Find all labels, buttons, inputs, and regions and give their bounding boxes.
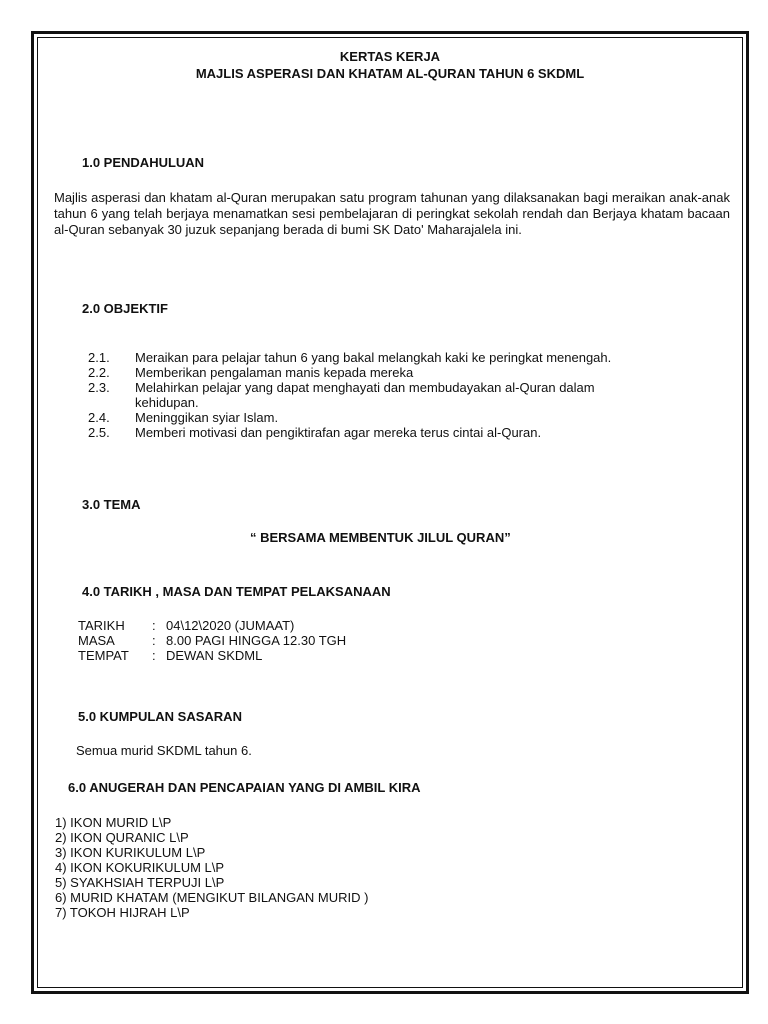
list-item-number: 2.2.	[88, 365, 110, 380]
event-details	[78, 618, 346, 663]
detail-separator: :	[152, 633, 156, 648]
pendahuluan-paragraph: Majlis asperasi dan khatam al-Quran merupakan satu program tahunan yang dilaksanakan bagi meraikan anak-anak tahun 6 yang telah berjaya menamatkan sesi pembelajaran di peringkat sekolah rendah dan Berjaya khatam bacaan al-Quran sebanyak 30 juzuk sepanjang berada di bumi SK Dato' Maharajalela ini.	[54, 190, 730, 237]
detail-row-tempat	[78, 648, 346, 663]
list-item: 1) IKON MURID L\P	[55, 815, 172, 830]
list-item-text: Memberikan pengalaman manis kepada mereka	[135, 365, 414, 380]
section-heading-kumpulan-sasaran: 5.0 KUMPULAN SASARAN	[78, 709, 242, 724]
list-item: 4) IKON KOKURIKULUM L\P	[55, 860, 225, 875]
award-list	[55, 815, 368, 920]
detail-value: DEWAN SKDML	[166, 648, 263, 663]
detail-row-tarikh	[78, 618, 346, 633]
list-item	[88, 365, 708, 380]
detail-separator: :	[152, 648, 156, 663]
list-item: 7) TOKOH HIJRAH L\P	[55, 905, 190, 920]
detail-label: TARIKH	[78, 618, 125, 633]
list-item: 3) IKON KURIKULUM L\P	[55, 845, 206, 860]
detail-row-masa	[78, 633, 346, 648]
section-heading-anugerah: 6.0 ANUGERAH DAN PENCAPAIAN YANG DI AMBIL KIRA	[68, 780, 421, 795]
list-item-number: 2.3.	[88, 380, 110, 395]
document-subtitle: MAJLIS ASPERASI DAN KHATAM AL-QURAN TAHUN 6 SKDML	[195, 66, 585, 81]
section-heading-objektif: 2.0 OBJEKTIF	[82, 301, 168, 316]
list-item-number: 2.1.	[88, 350, 110, 365]
list-item	[88, 410, 708, 425]
list-item-text: Meraikan para pelajar tahun 6 yang bakal melangkah kaki ke peringkat menengah.	[135, 350, 612, 365]
detail-value: 04\12\2020 (JUMAAT)	[166, 618, 295, 633]
list-item-text: Meninggikan syiar Islam.	[135, 410, 279, 425]
section-heading-tema: 3.0 TEMA	[82, 497, 141, 512]
theme-text: “ BERSAMA MEMBENTUK JILUL QURAN”	[250, 530, 511, 545]
list-item: 5) SYAKHSIAH TERPUJI L\P	[55, 875, 225, 890]
list-item: 2) IKON QURANIC L\P	[55, 830, 189, 845]
list-item-number: 2.5.	[88, 425, 110, 440]
list-item-text: Memberi motivasi dan pengiktirafan agar mereka terus cintai al-Quran.	[135, 425, 542, 440]
detail-label: MASA	[78, 633, 115, 648]
list-item-number: 2.4.	[88, 410, 110, 425]
list-item-text: Melahirkan pelajar yang dapat menghayati dan membudayakan al-Quran dalam kehidupan.	[135, 380, 595, 410]
objective-list	[88, 350, 708, 440]
detail-label: TEMPAT	[78, 648, 129, 663]
section-heading-tarikh: 4.0 TARIKH , MASA DAN TEMPAT PELAKSANAAN	[82, 584, 391, 599]
list-item: 6) MURID KHATAM (MENGIKUT BILANGAN MURID )	[55, 890, 369, 905]
target-group-text: Semua murid SKDML tahun 6.	[76, 743, 252, 758]
detail-separator: :	[152, 618, 156, 633]
list-item	[88, 380, 708, 410]
list-item	[88, 350, 708, 365]
section-heading-pendahuluan: 1.0 PENDAHULUAN	[82, 155, 205, 170]
document-title: KERTAS KERJA	[339, 49, 441, 64]
list-item	[88, 425, 708, 440]
detail-value: 8.00 PAGI HINGGA 12.30 TGH	[166, 633, 347, 648]
